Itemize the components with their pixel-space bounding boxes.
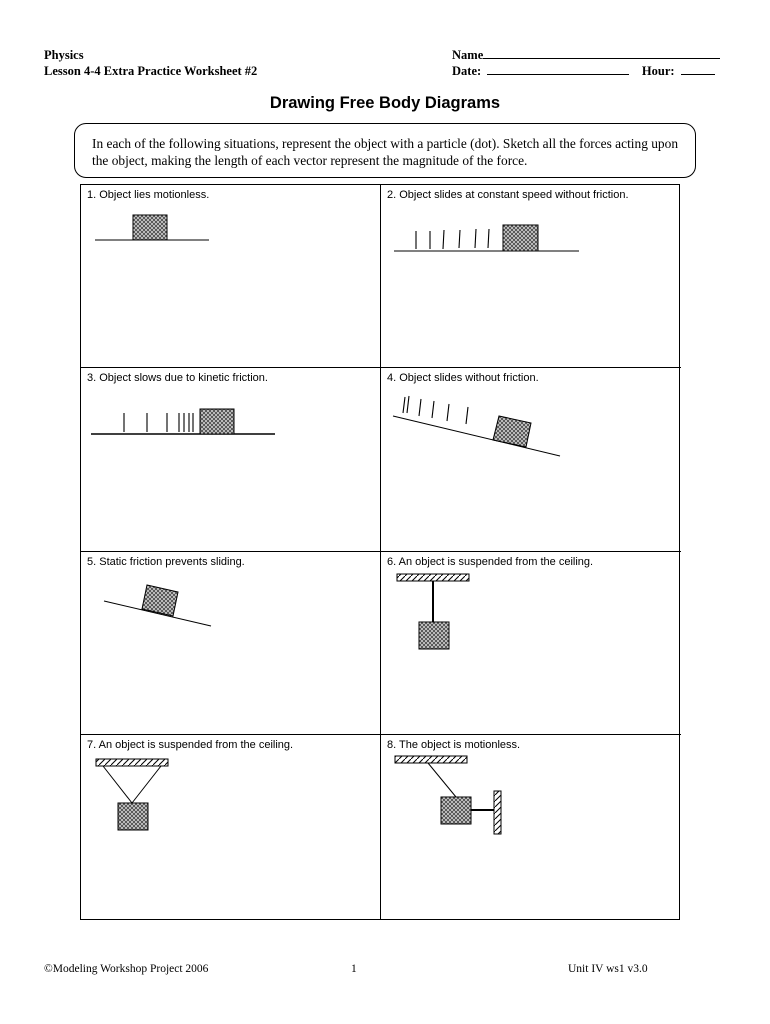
date-label: Date: [452,64,482,78]
problem-8-label: 8. The object is motionless. [387,739,521,751]
block [441,797,471,824]
incline-line [393,416,560,456]
problem-6[interactable] [380,552,681,735]
header-right [452,47,720,79]
block [133,215,167,240]
block [118,803,148,830]
name-row [452,47,720,63]
problem-1[interactable] [81,185,380,368]
problem-1-label: 1. Object lies motionless. [87,189,210,201]
name-label: Name [452,48,484,62]
ceiling [96,759,168,766]
problem-grid [80,184,680,920]
ceiling [395,756,467,763]
footer-unit: Unit IV ws1 v3.0 [568,963,648,975]
problem-3-label: 3. Object slows due to kinetic friction. [87,372,268,384]
problem-3[interactable] [81,368,380,552]
problem-2[interactable] [380,185,681,368]
block [200,409,234,434]
date-blank[interactable] [487,63,629,75]
problem-8[interactable] [380,735,681,919]
string [428,763,456,797]
problem-5[interactable] [81,552,380,735]
hour-label: Hour: [641,64,675,78]
ceiling [397,574,469,581]
diagram-2 [381,185,680,368]
hour-blank[interactable] [681,63,715,75]
block [419,622,449,649]
motion-marks [124,413,193,432]
problem-4-label: 4. Object slides without friction. [387,372,539,384]
wall [494,791,501,834]
diagram-3 [81,368,380,552]
problem-2-label: 2. Object slides at constant speed without friction. [387,189,629,201]
footer-page-number: 1 [351,963,357,975]
footer-copyright: ©Modeling Workshop Project 2006 [44,963,209,975]
date-row [452,63,720,79]
motion-marks [416,229,489,249]
diagram-7 [81,735,380,919]
page-title: Drawing Free Body Diagrams [269,94,501,112]
motion-marks [403,396,468,424]
block [493,416,531,447]
name-blank[interactable] [483,47,720,59]
string-left [103,766,132,803]
instructions-text: In each of the following situations, represent the object with a particle (dot). Sketch all the forces acting upon the object, making the length of each vector represent the magnitude of the force. [92,136,679,168]
string-right [132,766,161,803]
diagram-8 [381,735,680,919]
diagram-5 [81,552,380,735]
diagram-6 [381,552,680,735]
problem-7[interactable] [81,735,380,919]
problem-6-label: 6. An object is suspended from the ceiling. [387,556,594,568]
diagram-4 [381,368,680,552]
block [503,225,538,251]
subject-label: Physics [44,48,84,62]
header-left [44,47,257,79]
problem-5-label: 5. Static friction prevents sliding. [87,556,245,568]
instructions-box [74,123,696,178]
problem-7-label: 7. An object is suspended from the ceiling. [87,739,294,751]
diagram-1 [81,185,380,368]
lesson-label: Lesson 4-4 Extra Practice Worksheet #2 [44,64,258,78]
problem-4[interactable] [380,368,681,552]
